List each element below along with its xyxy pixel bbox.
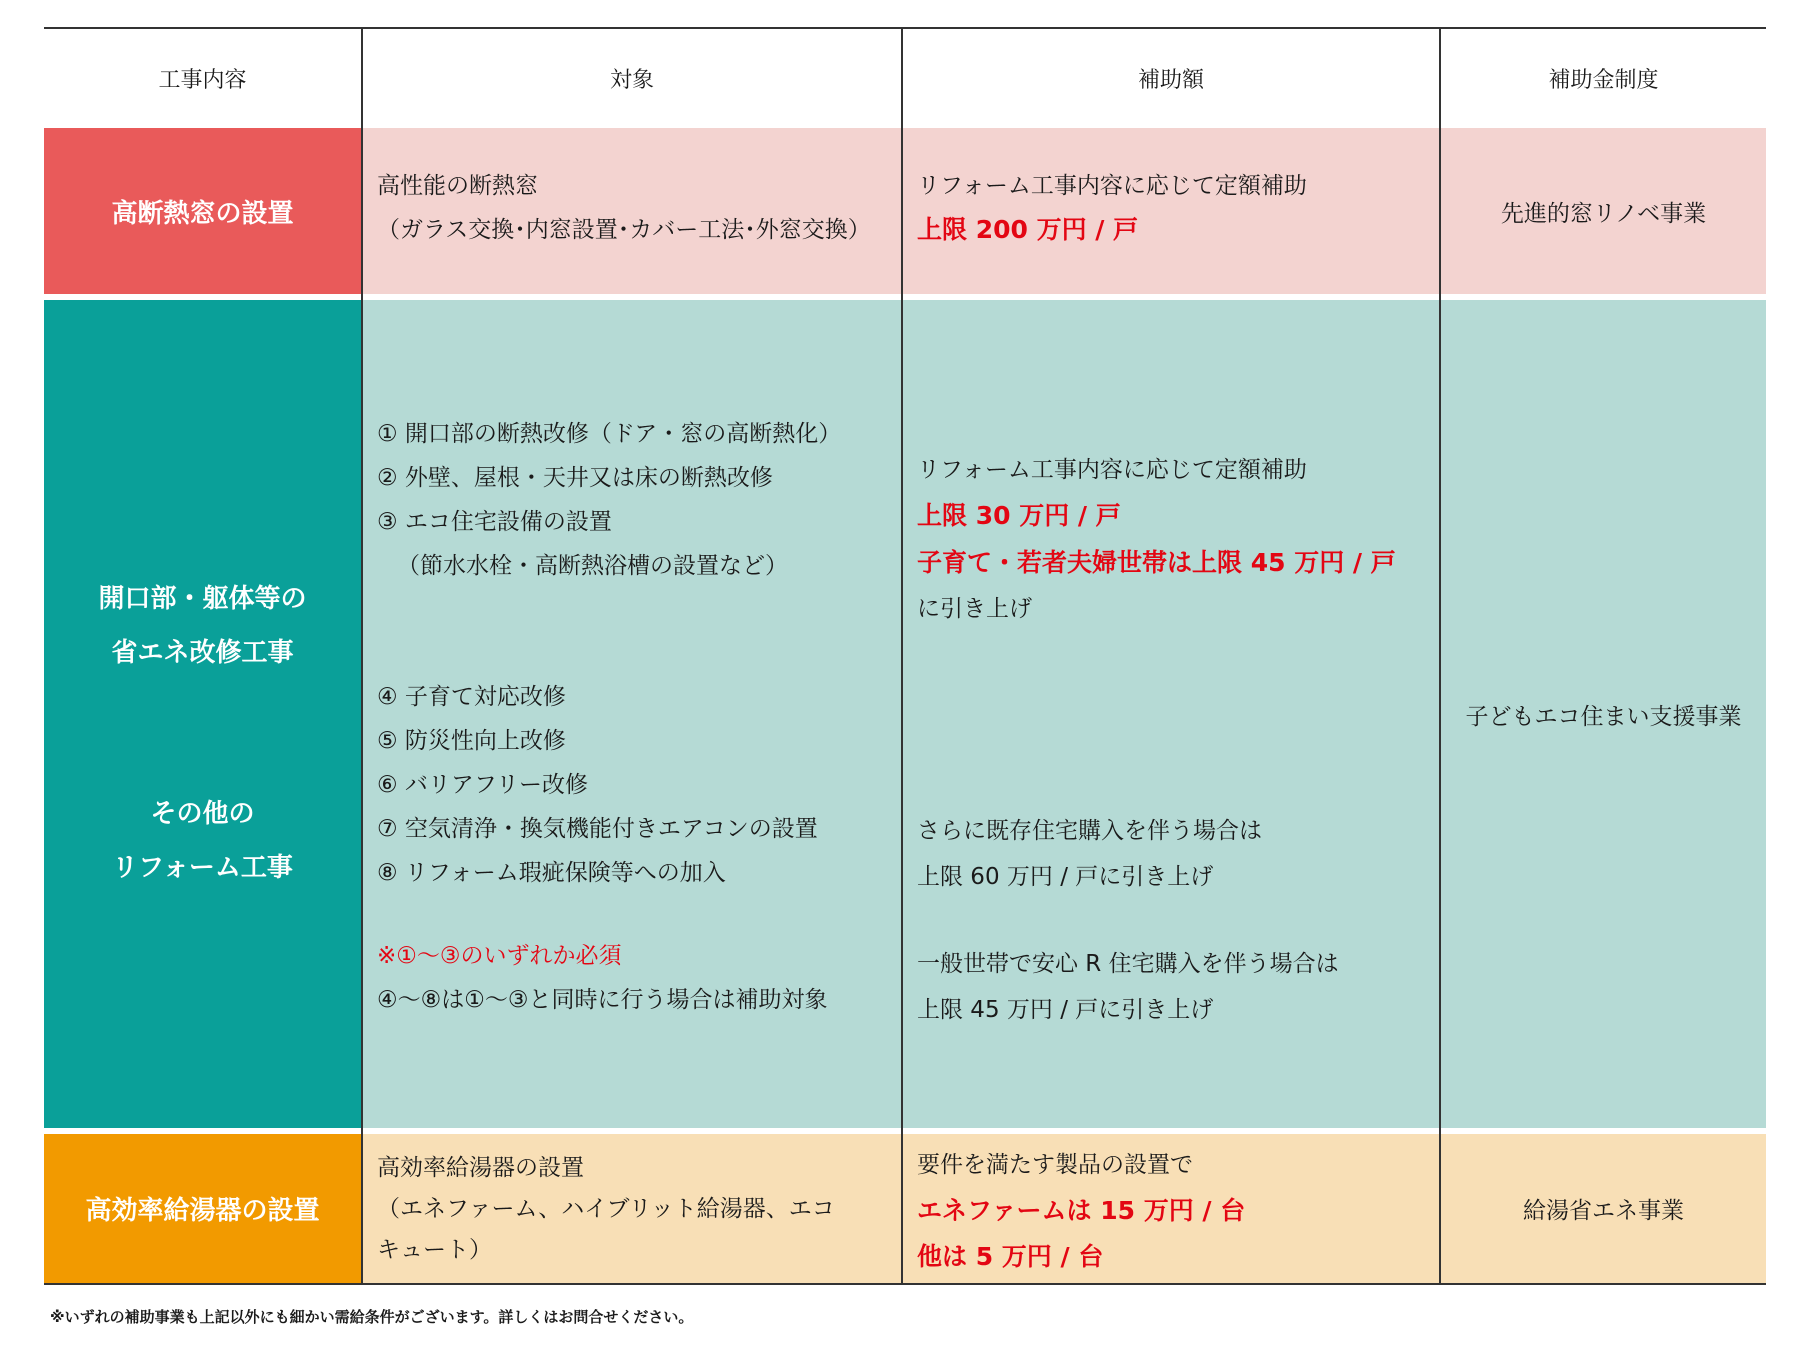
note-required: ※①～③のいずれか必須 — [377, 943, 622, 969]
target-window-insulation — [363, 128, 901, 294]
target-item: ⑦ 空気清浄・換気機能付きエアコンの設置 — [377, 816, 818, 842]
target-line: （ガラス交換･内窓設置･カバー工法･外窓交換） — [377, 217, 871, 243]
target-water-heater — [363, 1134, 901, 1283]
target-item: ① 開口部の断熱改修（ドア・窓の高断熱化） — [377, 421, 842, 447]
table-bottom-rule — [44, 1283, 1766, 1285]
row-energy-renovation — [44, 300, 1766, 1128]
category-energy-renovation — [44, 300, 361, 1128]
target-energy-renovation — [363, 300, 901, 1128]
column-divider — [1439, 27, 1441, 1285]
amount-enefarm: エネファームは 15 万円 / 台 — [917, 1196, 1246, 1225]
amount-other: 他は 5 万円 / 台 — [917, 1242, 1104, 1271]
target-item: ⑥ バリアフリー改修 — [377, 772, 589, 798]
target-item: ⑤ 防災性向上改修 — [377, 728, 566, 754]
target-line: 高性能の断熱窓 — [377, 173, 538, 199]
column-divider — [901, 27, 903, 1285]
table-header — [44, 29, 1766, 130]
amount-line: 要件を満たす製品の設置で — [917, 1152, 1193, 1178]
target-line: （エネファーム、ハイブリット給湯器、エコ — [377, 1196, 835, 1222]
header-program: 補助金制度 — [1548, 68, 1659, 93]
row-water-heater — [44, 1134, 1766, 1283]
amount-family-limit: 子育て・若者夫婦世帯は上限 45 万円 / 戸 — [917, 548, 1396, 577]
target-item: （節水水栓・高断熱浴槽の設置など） — [397, 553, 788, 579]
amount-line: リフォーム工事内容に応じて定額補助 — [917, 457, 1307, 483]
program-window-renovation: 先進的窓リノベ事業 — [1441, 128, 1766, 294]
amount-line: 上限 60 万円 / 戸に引き上げ — [917, 864, 1214, 890]
target-item: ⑧ リフォーム瑕疵保険等への加入 — [377, 860, 726, 886]
target-line: 高効率給湯器の設置 — [377, 1155, 584, 1181]
header-work-content: 工事内容 — [158, 68, 247, 93]
target-item: ③ エコ住宅設備の設置 — [377, 509, 612, 535]
header-target: 対象 — [609, 68, 654, 93]
category-water-heater: 高効率給湯器の設置 — [44, 1134, 361, 1283]
amount-line: さらに既存住宅購入を伴う場合は — [917, 818, 1262, 844]
category-line: 省エネ改修工事 — [111, 638, 294, 668]
target-line: キュート） — [377, 1237, 492, 1263]
amount-line: リフォーム工事内容に応じて定額補助 — [917, 173, 1307, 199]
category-line: リフォーム工事 — [112, 853, 293, 883]
program-water-heater: 給湯省エネ事業 — [1441, 1134, 1766, 1283]
category-line: 開口部・躯体等の — [98, 584, 307, 614]
target-item: ② 外壁、屋根・天井又は床の断熱改修 — [377, 465, 773, 491]
category-window-insulation: 高断熱窓の設置 — [44, 128, 361, 294]
note-combination: ④～⑧は①～③と同時に行う場合は補助対象 — [377, 987, 828, 1013]
column-divider — [361, 27, 363, 1285]
header-amount: 補助額 — [1137, 68, 1204, 93]
amount-water-heater — [903, 1134, 1439, 1283]
amount-line: に引き上げ — [917, 596, 1032, 622]
category-line: その他の — [150, 799, 255, 829]
amount-energy-renovation — [903, 300, 1439, 1128]
amount-limit: 上限 200 万円 / 戸 — [917, 215, 1139, 244]
program-kids-eco: 子どもエコ住まい支援事業 — [1441, 300, 1766, 1128]
row-window-insulation — [44, 128, 1766, 294]
target-item: ④ 子育て対応改修 — [377, 684, 566, 710]
amount-window-insulation — [903, 128, 1439, 294]
amount-limit: 上限 30 万円 / 戸 — [917, 501, 1121, 530]
amount-line: 一般世帯で安心 R 住宅購入を伴う場合は — [917, 951, 1339, 977]
footnote: ※いずれの補助事業も上記以外にも細かい需給条件がございます。詳しくはお問合せください。 — [50, 1308, 694, 1326]
amount-line: 上限 45 万円 / 戸に引き上げ — [917, 997, 1214, 1023]
